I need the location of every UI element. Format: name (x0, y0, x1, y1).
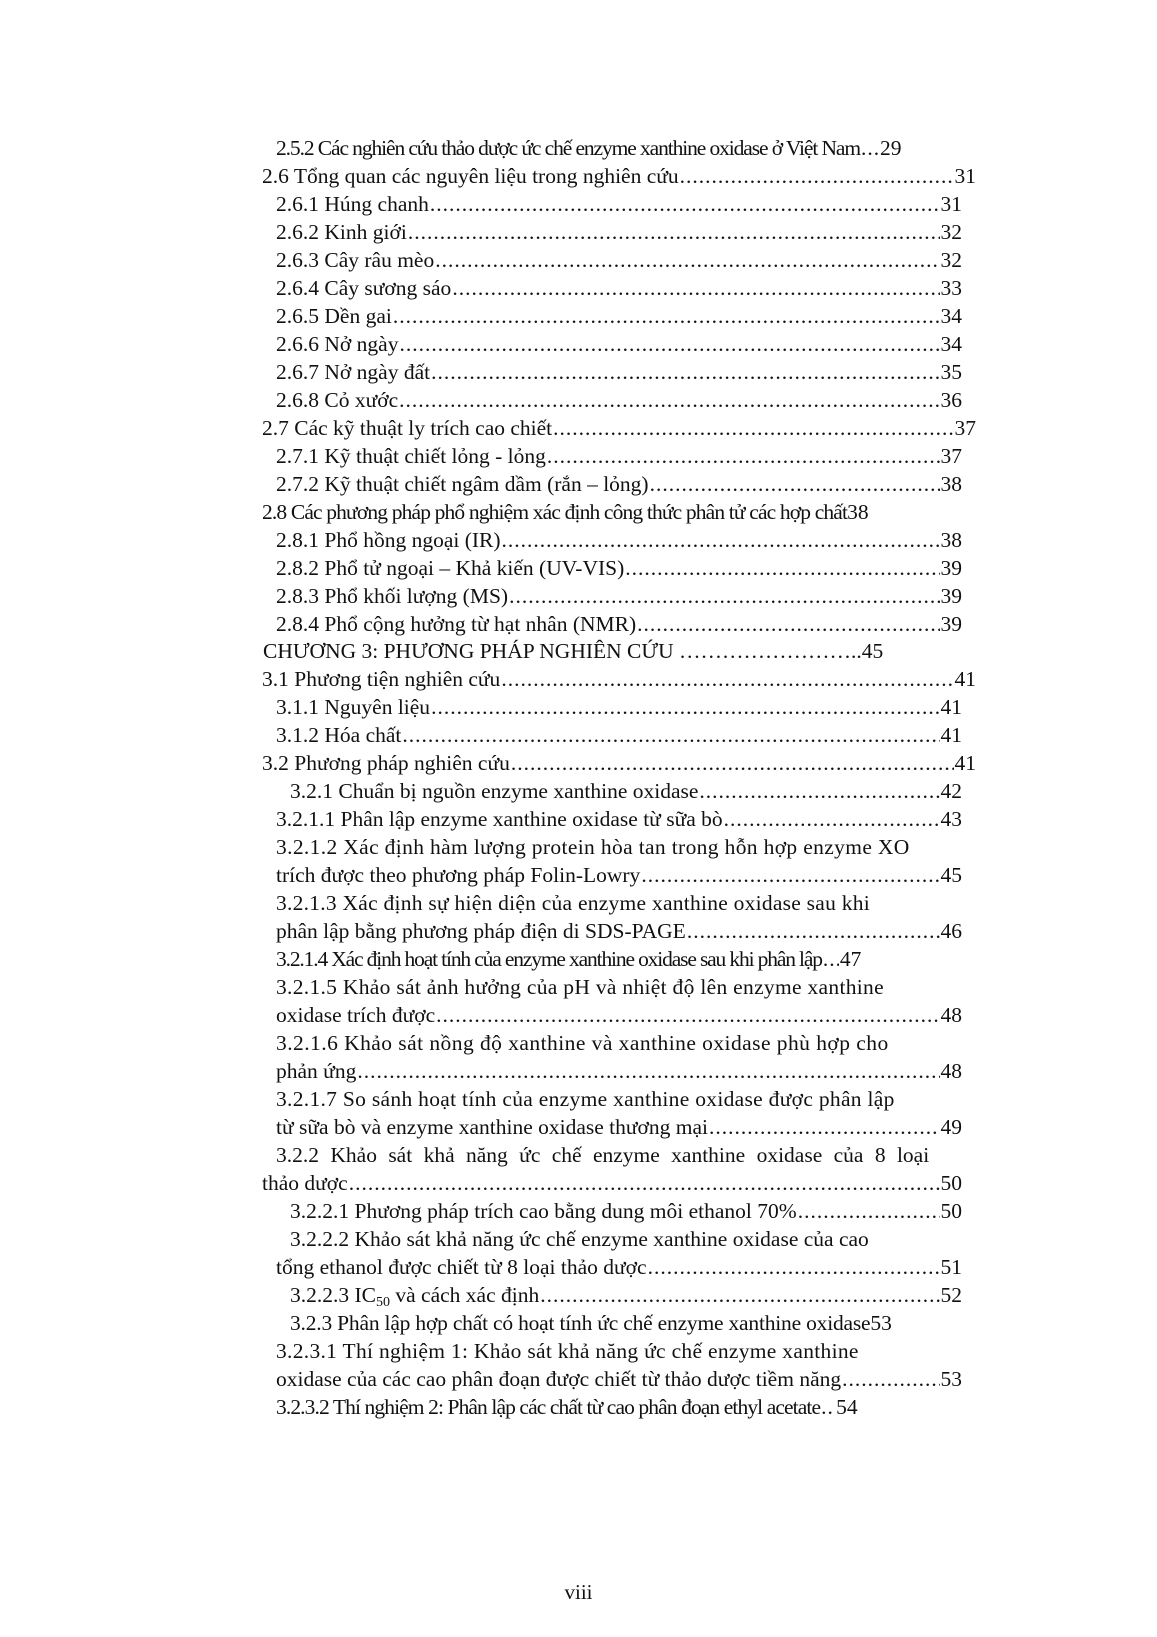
leader-dots (641, 861, 939, 889)
toc-entry-label-head: 3.2.2.3 IC (290, 1283, 376, 1307)
toc-entry-page: 43 (940, 807, 962, 831)
toc-entry-page: 46 (940, 919, 962, 943)
toc-entry-label: trích được theo phương pháp Folin-Lowry (276, 863, 641, 887)
leader-dots (402, 721, 939, 749)
toc-entry-label: 3.2.1.5 Khảo sát ảnh hưởng của pH và nhiệt độ lên enzyme xanthine (276, 975, 884, 999)
toc-entry-label: 3.2.3 Phân lập hợp chất có hoạt tính ức chế enzyme xanthine oxidase (290, 1311, 871, 1335)
toc-entry-label: 3.2.1.4 Xác định hoạt tính của enzyme xanthine oxidase sau khi phân lập (276, 947, 822, 971)
toc-entry[interactable] (290, 777, 962, 805)
toc-entry-label: 2.6.8 Cỏ xước (276, 388, 399, 412)
leader-dots (724, 805, 940, 833)
toc-entry[interactable] (276, 861, 962, 889)
leader-dots (399, 330, 939, 358)
toc-entry[interactable] (276, 330, 962, 358)
toc-entry-page: 31 (954, 164, 976, 188)
toc-entry[interactable] (276, 246, 962, 274)
toc-entry-label: 2.7.2 Kỹ thuật chiết ngâm dầm (rắn – lỏng) (276, 472, 649, 496)
leader-dots (861, 134, 879, 162)
toc-entry-page: 50 (940, 1171, 962, 1195)
toc-entry-page: 41 (954, 667, 976, 691)
toc-entry-page: 42 (940, 779, 962, 803)
toc-entry[interactable] (276, 917, 962, 945)
chapter-heading[interactable]: CHƯƠNG 3: PHƯƠNG PHÁP NGHIÊN CỨU ……………………..45 (263, 639, 884, 663)
toc-entry-label: 3.2.2.2 Khảo sát khả năng ức chế enzyme xanthine oxidase của cao (290, 1227, 869, 1251)
leader-dots (648, 1253, 940, 1281)
toc-entry[interactable] (262, 1169, 962, 1197)
toc-entry-label: 2.6 Tổng quan các nguyên liệu trong nghiên cứu (262, 164, 679, 188)
toc-entry[interactable] (276, 805, 962, 833)
toc-entry-page: 38 (940, 528, 962, 552)
leader-dots (680, 162, 954, 190)
toc-entry-page: 37 (940, 444, 962, 468)
toc-entry-page: 34 (940, 304, 962, 328)
leader-dots (501, 665, 953, 693)
toc-entry[interactable] (276, 386, 962, 414)
toc-entry[interactable] (276, 470, 962, 498)
leader-dots (357, 1057, 939, 1085)
toc-entry-label: 3.2.1.6 Khảo sát nồng độ xanthine và xanthine oxidase phù hợp cho (276, 1031, 889, 1055)
toc-entry-page: 32 (940, 248, 962, 272)
leader-dots (699, 777, 939, 805)
toc-entry-line1[interactable] (276, 1085, 962, 1113)
toc-entry-label: 3.2.1.1 Phân lập enzyme xanthine oxidase từ sữa bò (276, 807, 723, 831)
toc-entry[interactable] (276, 610, 962, 638)
leader-dots (553, 414, 953, 442)
leader-dots (431, 358, 939, 386)
toc-entry-page: 41 (940, 723, 962, 747)
leader-dots (408, 218, 940, 246)
toc-entry-label: 3.2.1.7 So sánh hoạt tính của enzyme xanthine oxidase được phân lập (276, 1087, 895, 1111)
toc-entry[interactable] (276, 358, 962, 386)
toc-entry-page: 36 (940, 388, 962, 412)
toc-entry-label: 2.8.2 Phổ tử ngoại – Khả kiến (UV-VIS) (276, 556, 625, 580)
toc-entry[interactable] (276, 1253, 962, 1281)
toc-entry[interactable] (262, 414, 976, 442)
leader-dots (509, 582, 939, 610)
leader-dots (650, 470, 940, 498)
toc-entry-page: 29 (879, 136, 902, 160)
toc-entry-page: 53 (870, 1311, 892, 1335)
leader-dots (435, 246, 939, 274)
toc-entry-page: 33 (940, 276, 962, 300)
toc-entry-label: 3.1.2 Hóa chất (276, 723, 402, 747)
toc-entry[interactable] (276, 526, 962, 554)
toc-entry-label: 2.8.3 Phổ khối lượng (MS) (276, 584, 509, 608)
toc-entry-line1[interactable] (276, 833, 962, 861)
toc-entry[interactable] (276, 190, 962, 218)
leader-dots (540, 1281, 939, 1309)
leader-dots (452, 274, 939, 302)
toc-entry-label: 2.8.4 Phổ cộng hưởng từ hạt nhân (NMR) (276, 612, 637, 636)
toc-entry-label: 3.2.2 Khảo sát khả năng ức chế enzyme xanthine oxidase của 8 loại (276, 1143, 930, 1167)
toc-entry-line1[interactable] (276, 1029, 962, 1057)
toc-entry[interactable] (276, 442, 962, 470)
toc-entry-label: 2.5.2 Các nghiên cứu thảo dược ức chế enzyme xanthine oxidase ở Việt Nam (276, 136, 860, 160)
toc-entry[interactable] (276, 1001, 962, 1029)
toc-entry-label: 2.6.7 Nở ngày đất (276, 360, 431, 384)
leader-dots (637, 610, 939, 638)
leader-dots (431, 693, 939, 721)
toc-entry-label: 2.6.6 Nở ngày (276, 332, 399, 356)
toc-entry-label: 3.2 Phương pháp nghiên cứu (262, 751, 510, 775)
toc-entry-page: 45 (940, 863, 962, 887)
leader-dots (511, 749, 954, 777)
toc-entry-label: 3.2.2.1 Phương pháp trích cao bằng dung môi ethanol 70% (290, 1199, 797, 1223)
toc-entry-page: 38 (847, 500, 869, 524)
toc-entry-page: 39 (940, 612, 962, 636)
toc-entry-label: 3.1.1 Nguyên liệu (276, 695, 431, 719)
toc-entry-page: 34 (940, 332, 962, 356)
toc-entry-page: 53 (940, 1367, 962, 1391)
toc-entry[interactable] (276, 1113, 962, 1141)
toc-entry[interactable] (276, 134, 962, 162)
toc-entry-label: 2.6.1 Húng chanh (276, 192, 429, 216)
toc-entry[interactable] (290, 1281, 962, 1309)
toc-entry-page: 39 (940, 556, 962, 580)
toc-entry-page: 31 (940, 192, 962, 216)
toc-entry[interactable] (262, 162, 976, 190)
toc-entry-label: phân lập bằng phương pháp điện di SDS-PAGE (276, 919, 686, 943)
page-number: viii (564, 1580, 593, 1604)
toc-entry-label: từ sữa bò và enzyme xanthine oxidase thương mại (276, 1115, 709, 1139)
toc-entry-label: 3.2.3.2 Thí nghiệm 2: Phân lập các chất từ cao phân đoạn ethyl acetate (276, 1395, 821, 1419)
toc-entry-page: 48 (940, 1003, 962, 1027)
toc-entry-page: 48 (940, 1059, 962, 1083)
toc-entry-label: thảo dược (262, 1171, 348, 1195)
toc-entry-label: 3.2.1 Chuẩn bị nguồn enzyme xanthine oxidase (290, 779, 699, 803)
toc-entry-label: phản ứng (276, 1059, 357, 1083)
toc-entry-label: 3.2.1.3 Xác định sự hiện diện của enzyme xanthine oxidase sau khi (276, 891, 870, 915)
toc-entry-page: 50 (940, 1199, 962, 1223)
toc-entry[interactable] (276, 721, 962, 749)
toc-entry-label: 3.1 Phương tiện nghiên cứu (262, 667, 501, 691)
toc-entry-label: 2.6.4 Cây sương sáo (276, 276, 452, 300)
toc-entry-page: 52 (940, 1283, 962, 1307)
toc-entry[interactable] (276, 302, 962, 330)
toc-entry[interactable] (276, 1057, 962, 1085)
toc-entry-label: oxidase trích được (276, 1003, 436, 1027)
toc-entry[interactable] (276, 582, 962, 610)
leader-dots (821, 1393, 835, 1421)
toc-entry-line1[interactable] (276, 1141, 976, 1169)
toc-entry[interactable] (276, 218, 962, 246)
toc-entry-label: tổng ethanol được chiết từ 8 loại thảo dược (276, 1255, 647, 1279)
leader-dots (430, 190, 940, 218)
leader-dots (393, 302, 940, 330)
toc-entry-label: 2.8 Các phương pháp phổ nghiệm xác định công thức phân tử các hợp chất (262, 500, 848, 524)
toc-entry-page: 35 (940, 360, 962, 384)
leader-dots (502, 526, 940, 554)
leader-dots (349, 1169, 940, 1197)
leader-dots (399, 386, 939, 414)
toc-entry-page: 51 (940, 1255, 962, 1279)
toc-entry-label: 2.8.1 Phổ hồng ngoại (IR) (276, 528, 501, 552)
toc-entry-page: 39 (940, 584, 962, 608)
toc-entry-page: 32 (940, 220, 962, 244)
toc-entry-line1[interactable] (276, 1337, 962, 1365)
leader-dots (547, 442, 940, 470)
toc-entry-page: 41 (940, 695, 962, 719)
toc-entry-label: 2.6.5 Dền gai (276, 304, 392, 328)
subscript: 50 (376, 1295, 390, 1310)
toc-entry[interactable] (262, 749, 976, 777)
toc-entry[interactable] (276, 554, 962, 582)
toc-entry[interactable] (276, 945, 962, 973)
toc-entry-page: 54 (836, 1395, 858, 1419)
toc-entry-label: 3.2.3.1 Thí nghiệm 1: Khảo sát khả năng ức chế enzyme xanthine (276, 1339, 859, 1363)
toc-entry-label: 2.6.2 Kinh giới (276, 220, 407, 244)
toc-entry[interactable] (276, 693, 962, 721)
toc-entry-label: oxidase của các cao phân đoạn được chiết từ thảo dược tiềm năng (276, 1367, 842, 1391)
leader-dots (436, 1001, 939, 1029)
toc-entry-page: 37 (954, 416, 976, 440)
toc-entry[interactable] (290, 1197, 962, 1225)
toc-entry[interactable] (262, 498, 976, 526)
toc-entry-label: 3.2.1.2 Xác định hàm lượng protein hòa tan trong hỗn hợp enzyme XO (276, 835, 910, 859)
toc-entry-page: 49 (940, 1115, 962, 1139)
leader-dots (709, 1113, 939, 1141)
leader-dots (687, 917, 940, 945)
toc-entry-page: 41 (954, 751, 976, 775)
toc-entry[interactable] (276, 1393, 962, 1421)
toc-entry-page: 38 (940, 472, 962, 496)
toc-entry-line1[interactable] (290, 1225, 962, 1253)
toc-entry-label: 2.6.3 Cây râu mèo (276, 248, 435, 272)
toc-entry[interactable] (276, 1365, 962, 1393)
leader-dots (625, 554, 939, 582)
toc-entry[interactable] (290, 1309, 970, 1337)
toc-entry-label-tail: và cách xác định (390, 1283, 540, 1307)
toc-entry[interactable] (262, 665, 976, 693)
toc-entry-label: 2.7 Các kỹ thuật ly trích cao chiết (262, 416, 553, 440)
leader-dots (823, 945, 839, 973)
toc-entry-line1[interactable] (276, 889, 962, 917)
leader-dots (798, 1197, 940, 1225)
toc-entry[interactable] (276, 274, 962, 302)
toc-entry-label: 2.7.1 Kỹ thuật chiết lỏng - lỏng (276, 444, 546, 468)
leader-dots (842, 1365, 939, 1393)
toc-entry-page: 47 (839, 947, 862, 971)
toc-entry-line1[interactable] (276, 973, 962, 1001)
